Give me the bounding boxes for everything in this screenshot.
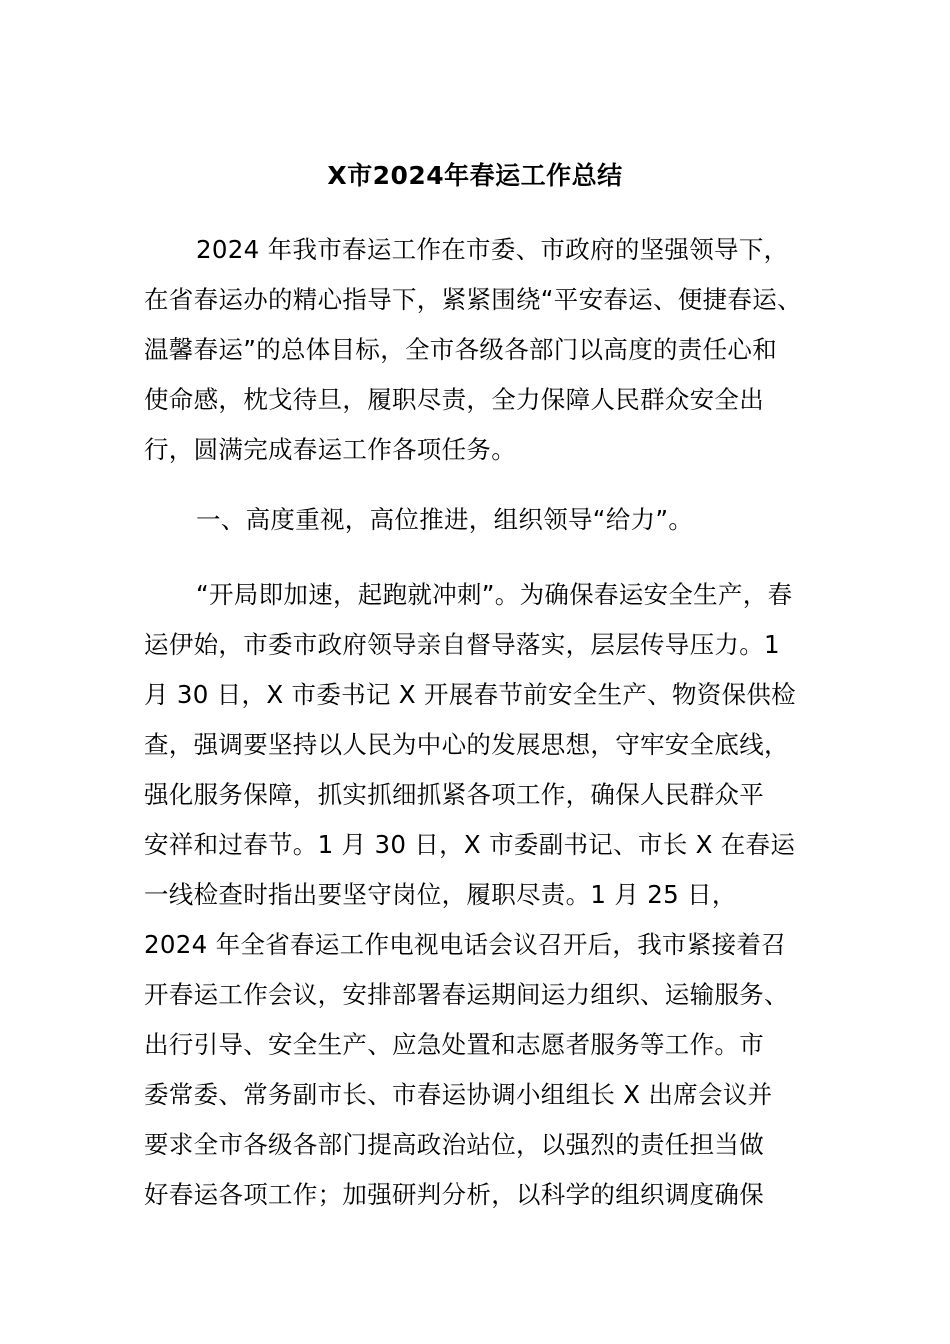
paragraph-line: 2024 年我市春运工作在市委、市政府的坚强领导下， [196,235,789,264]
paragraph-line: 强化服务保障，抓实抓细抓紧各项工作，确保人民群众平 [144,780,764,809]
paragraph-line: 查，强调要坚持以人民为中心的发展思想，守牢安全底线， [144,730,789,759]
document-title: X市2024年春运工作总结 [327,161,623,190]
paragraph-line: 一线检查时指出要坚守岗位，履职尽责。1 月 25 日， [144,880,737,909]
section-heading: 一、高度重视，高位推进，组织领导“给力”。 [196,505,694,534]
paragraph-line: 温馨春运”的总体目标，全市各级各部门以高度的责任心和 [144,335,777,364]
paragraph-line: 安祥和过春节。1 月 30 日，X 市委副书记、市长 X 在春运 [144,830,796,859]
paragraph-line: 行，圆满完成春运工作各项任务。 [144,435,516,464]
paragraph-line: 委常委、常务副市长、市春运协调小组组长 X 出席会议并 [144,1080,773,1109]
paragraph-line: 出行引导、安全生产、应急处置和志愿者服务等工作。市 [144,1030,764,1059]
paragraph-line: 要求全市各级各部门提高政治站位，以强烈的责任担当做 [144,1130,764,1159]
paragraph-line: “开局即加速，起跑就冲刺”。为确保春运安全生产，春 [196,580,793,609]
paragraph-line: 使命感，枕戈待旦，履职尽责，全力保障人民群众安全出 [144,385,764,414]
paragraph-line: 运伊始，市委市政府领导亲自督导落实，层层传导压力。1 [144,630,780,659]
paragraph-line: 开春运工作会议，安排部署春运期间运力组织、运输服务、 [144,980,789,1009]
paragraph-line: 好春运各项工作；加强研判分析，以科学的组织调度确保 [144,1180,764,1209]
paragraph-line: 月 30 日，X 市委书记 X 开展春节前安全生产、物资保供检 [144,680,796,709]
paragraph-line: 在省春运办的精心指导下，紧紧围绕“平安春运、便捷春运、 [144,285,802,314]
paragraph-line: 2024 年全省春运工作电视电话会议召开后，我市紧接着召 [144,930,787,959]
